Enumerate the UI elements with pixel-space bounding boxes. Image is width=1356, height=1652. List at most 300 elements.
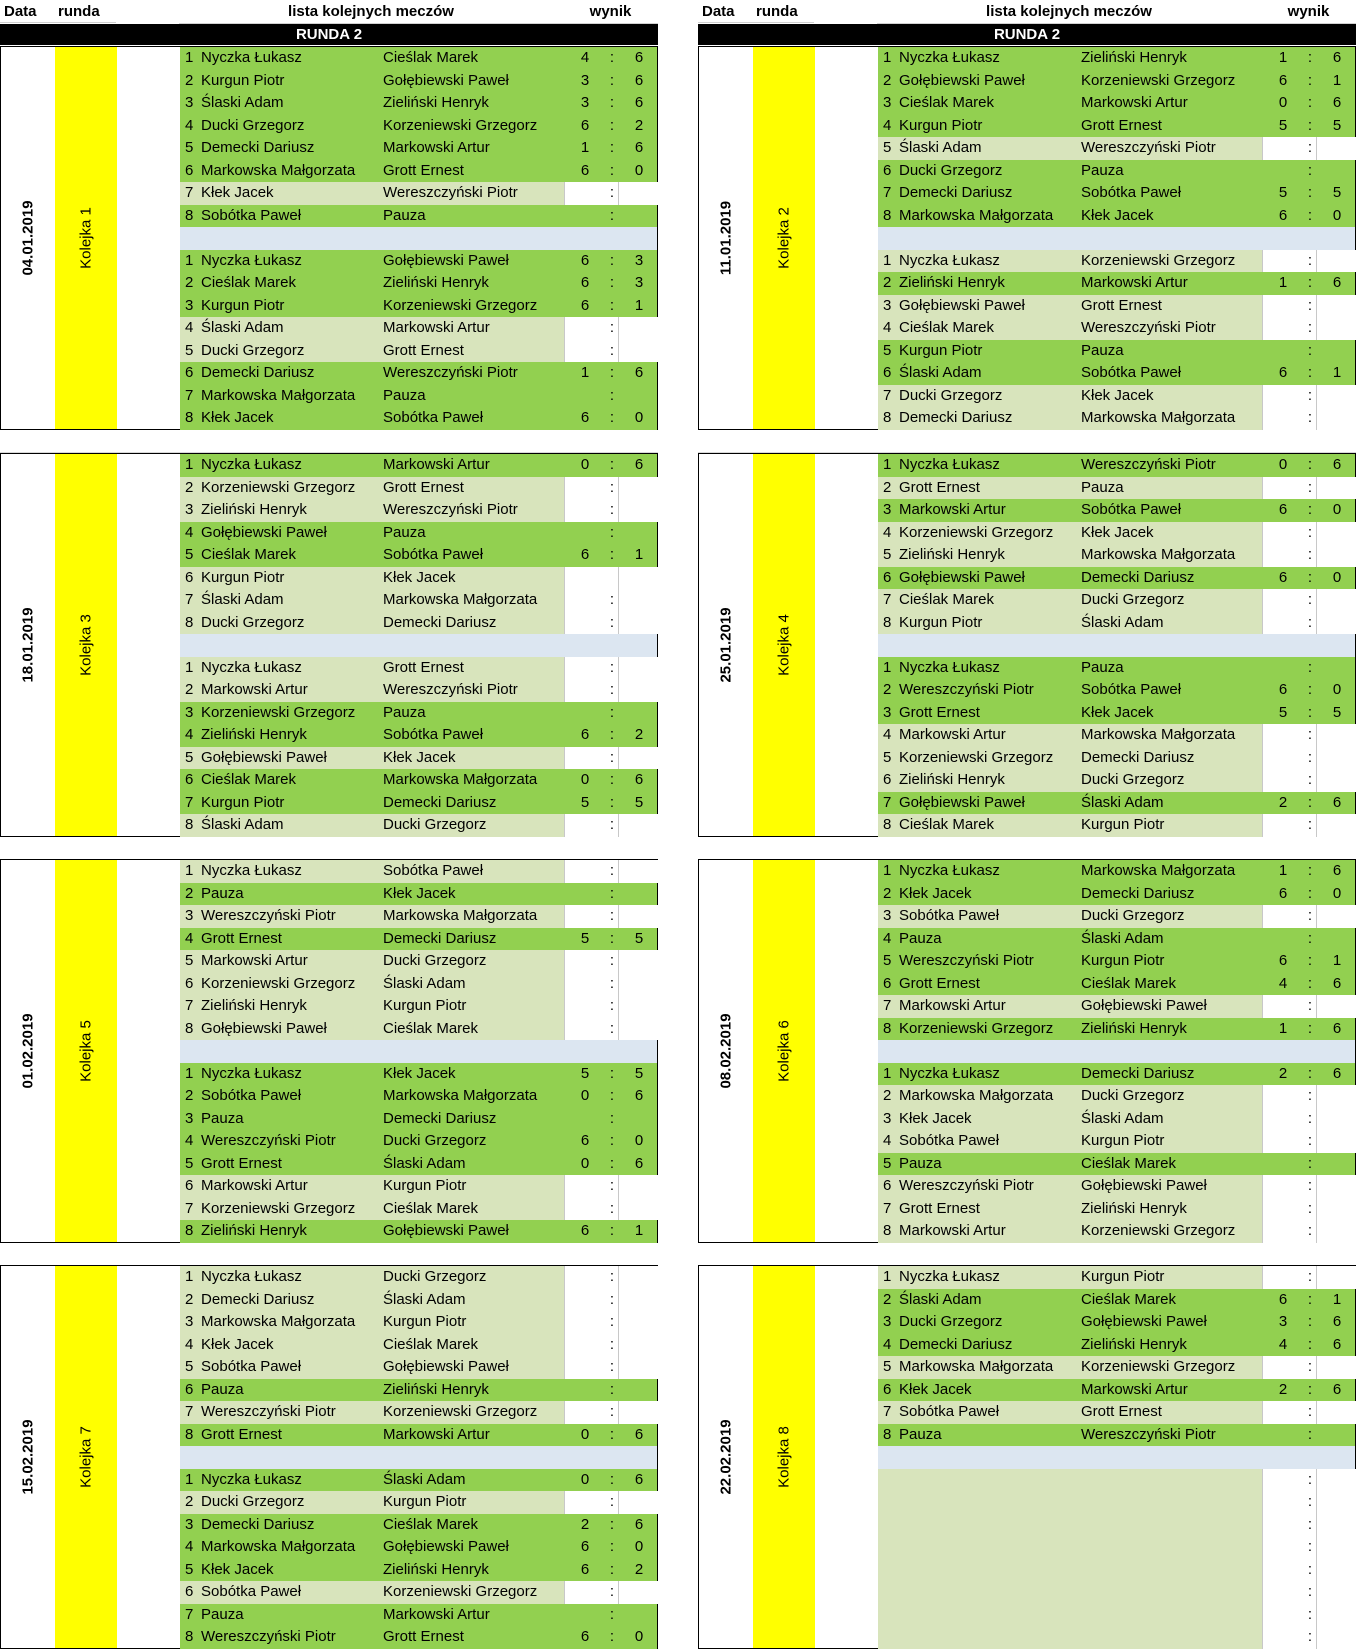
match-row	[878, 499, 1355, 522]
player-away: Kłek Jacek	[1081, 206, 1154, 224]
matchday-block	[0, 453, 658, 837]
score-cell-bg	[618, 950, 658, 973]
match-number: 2	[185, 1290, 194, 1308]
match-row	[180, 544, 657, 567]
match-row	[878, 1581, 1355, 1604]
player-away: Cieślak Marek	[1081, 974, 1177, 992]
score-cell-bg	[1316, 385, 1356, 408]
score-home: 3	[580, 94, 590, 111]
player-home: Pauza	[899, 1154, 942, 1172]
player-home: Wereszczyński Piotr	[201, 1628, 336, 1645]
score-away: 6	[1332, 1064, 1342, 1082]
score-colon: :	[609, 613, 615, 631]
score-colon: :	[1307, 1358, 1313, 1375]
player-away: Zieliński Henryk	[1081, 1019, 1187, 1037]
match-row	[878, 477, 1355, 500]
player-home: Cieślak Marek	[201, 546, 297, 563]
block-gap-row	[0, 430, 658, 453]
match-number: 5	[185, 341, 194, 359]
player-home: Zieliński Henryk	[201, 1222, 307, 1239]
match-row	[180, 1266, 657, 1289]
player-away: Korzeniewski Grzegorz	[383, 296, 538, 314]
player-away: Kłek Jacek	[383, 568, 456, 586]
match-number: 8	[883, 409, 892, 426]
player-away: Zieliński Henryk	[383, 1560, 489, 1578]
date-column	[1, 860, 55, 1242]
player-away: Gołębiewski Paweł	[383, 251, 509, 269]
score-colon: :	[1307, 523, 1313, 541]
match-number: 5	[185, 1154, 194, 1172]
player-home: Markowska Małgorzata	[201, 161, 356, 179]
player-away: Demecki Dariusz	[383, 613, 497, 631]
score-colon: :	[609, 206, 615, 224]
player-home: Korzeniewski Grzegorz	[899, 523, 1054, 541]
score-away: 5	[634, 929, 644, 947]
match-row	[180, 1491, 657, 1514]
match-number: 4	[883, 726, 892, 743]
match-row	[180, 1604, 657, 1627]
player-home: Nyczka Łukasz	[899, 456, 1000, 473]
match-number: 4	[185, 726, 194, 743]
match-number: 2	[185, 1493, 194, 1510]
player-away: Wereszczyński Piotr	[383, 681, 518, 698]
match-number: 3	[185, 1109, 194, 1127]
player-away: Markowski Artur	[1081, 274, 1188, 291]
score-colon: :	[1307, 1268, 1313, 1285]
match-row	[180, 973, 657, 996]
score-home: 2	[1278, 1380, 1288, 1398]
player-away: Pauza	[383, 703, 426, 721]
match-number: 8	[185, 1019, 194, 1037]
player-home: Wereszczyński Piotr	[899, 681, 1034, 698]
match-row	[180, 769, 657, 792]
player-home: Zieliński Henryk	[201, 501, 307, 518]
player-home: Ślaski Adam	[201, 319, 284, 336]
match-number: 4	[185, 523, 194, 541]
score-home: 1	[1278, 49, 1288, 66]
score-away: 6	[634, 71, 644, 89]
match-number: 8	[185, 206, 194, 224]
score-home: 4	[580, 49, 590, 66]
match-row	[878, 1334, 1355, 1357]
score-away: 6	[634, 1087, 644, 1104]
score-colon: :	[1307, 251, 1313, 269]
match-number: 4	[185, 1132, 194, 1149]
score-cell-bg	[618, 1018, 658, 1041]
match-row	[180, 1153, 657, 1176]
score-cell-bg	[618, 747, 658, 770]
score-colon: :	[609, 116, 615, 134]
match-row	[878, 1289, 1355, 1312]
player-away: Ducki Grzegorz	[383, 816, 487, 833]
score-colon: :	[609, 1358, 615, 1375]
score-away: 5	[1332, 703, 1342, 721]
player-away: Markowski Artur	[383, 139, 490, 156]
player-home: Wereszczyński Piotr	[899, 1177, 1034, 1194]
match-number: 4	[883, 523, 892, 541]
player-away: Grott Ernest	[383, 658, 464, 676]
match-number: 5	[185, 1560, 194, 1578]
match-row	[878, 1175, 1355, 1198]
player-home: Cieślak Marek	[899, 591, 995, 608]
player-home: Ducki Grzegorz	[201, 613, 305, 631]
block-gap-row	[698, 1243, 1356, 1266]
score-colon: :	[1307, 1403, 1313, 1420]
player-away: Markowska Małgorzata	[1081, 726, 1236, 743]
match-row	[878, 522, 1355, 545]
match-number: 6	[185, 1177, 194, 1194]
score-home: 5	[1278, 116, 1288, 134]
player-away: Ducki Grzegorz	[1081, 771, 1185, 788]
player-away: Kłek Jacek	[383, 748, 456, 766]
player-away: Zieliński Henryk	[1081, 49, 1187, 66]
matchday-block	[0, 859, 658, 1243]
match-row	[878, 1536, 1355, 1559]
score-colon: :	[609, 1605, 615, 1623]
player-away: Kurgun Piotr	[1081, 1132, 1165, 1149]
player-away: Sobótka Paweł	[1081, 501, 1182, 518]
score-away: 6	[1332, 793, 1342, 811]
match-row	[878, 250, 1355, 273]
player-home: Wereszczyński Piotr	[201, 1403, 336, 1420]
match-number: 1	[185, 1268, 194, 1285]
player-away: Wereszczyński Piotr	[1081, 319, 1216, 336]
player-away: Gołębiewski Paweł	[383, 1222, 509, 1239]
match-number: 2	[185, 681, 194, 698]
player-home: Cieślak Marek	[201, 771, 297, 788]
match-number: 7	[185, 793, 194, 811]
score-home: 6	[580, 296, 590, 314]
score-away: 6	[634, 49, 644, 66]
match-number: 4	[185, 319, 194, 336]
player-away: Ślaski Adam	[383, 1154, 466, 1172]
score-colon: :	[1307, 139, 1313, 156]
match-row	[878, 272, 1355, 295]
score-away: 6	[1332, 1019, 1342, 1037]
score-colon: :	[609, 1335, 615, 1353]
match-number: 8	[185, 1222, 194, 1239]
score-cell-bg	[1316, 769, 1356, 792]
score-colon: :	[1307, 319, 1313, 336]
matchday-date: 18.01.2019	[19, 607, 37, 683]
match-row	[878, 1220, 1355, 1243]
session-separator	[180, 1446, 657, 1469]
score-colon: :	[609, 94, 615, 111]
player-away: Markowska Małgorzata	[1081, 546, 1236, 563]
player-home: Wereszczyński Piotr	[899, 952, 1034, 969]
score-colon: :	[609, 771, 615, 788]
match-row	[180, 250, 657, 273]
player-home: Ślaski Adam	[201, 816, 284, 833]
player-away: Ślaski Adam	[1081, 793, 1164, 811]
score-cell-bg	[618, 1175, 658, 1198]
match-row	[878, 317, 1355, 340]
match-number: 5	[185, 139, 194, 156]
score-home: 6	[580, 1222, 590, 1239]
score-colon: :	[609, 296, 615, 314]
match-row	[878, 702, 1355, 725]
match-row	[878, 950, 1355, 973]
score-home: 6	[580, 1560, 590, 1578]
score-away: 5	[1332, 184, 1342, 201]
player-away: Korzeniewski Grzegorz	[1081, 1358, 1236, 1375]
score-away: 2	[634, 726, 644, 743]
score-away: 0	[1332, 206, 1342, 224]
matchday-block	[0, 46, 658, 430]
score-cell-bg	[1316, 995, 1356, 1018]
match-number: 3	[185, 907, 194, 924]
player-away: Ślaski Adam	[1081, 1109, 1164, 1127]
match-number: 3	[883, 94, 892, 111]
score-cell-bg	[618, 1581, 658, 1604]
player-away: Kurgun Piotr	[1081, 816, 1165, 833]
player-home: Sobótka Paweł	[201, 206, 302, 224]
match-number: 7	[883, 386, 892, 404]
score-cell-bg	[1316, 1175, 1356, 1198]
player-home: Kurgun Piotr	[201, 71, 285, 89]
score-colon: :	[609, 1064, 615, 1082]
score-colon: :	[1307, 274, 1313, 291]
match-number: 7	[185, 591, 194, 608]
player-away: Grott Ernest	[1081, 1403, 1162, 1420]
score-home: 6	[580, 116, 590, 134]
score-cell-bg	[1316, 407, 1356, 430]
score-colon: :	[609, 884, 615, 902]
player-home: Nyczka Łukasz	[201, 456, 302, 473]
match-row	[180, 792, 657, 815]
score-colon: :	[1307, 184, 1313, 201]
match-number: 3	[883, 1313, 892, 1330]
score-cell-bg	[618, 679, 658, 702]
player-away: Ducki Grzegorz	[383, 1268, 487, 1285]
match-row	[878, 454, 1355, 477]
player-away: Ducki Grzegorz	[1081, 591, 1185, 608]
match-number: 5	[883, 748, 892, 766]
match-number: 7	[883, 793, 892, 811]
score-colon: :	[1307, 364, 1313, 381]
matchday-label: Kolejka 6	[775, 1020, 793, 1082]
score-home: 6	[1278, 206, 1288, 224]
score-colon: :	[609, 1628, 615, 1645]
match-row	[878, 340, 1355, 363]
player-home: Gołębiewski Paweł	[201, 748, 327, 766]
player-home: Kłek Jacek	[899, 884, 972, 902]
score-colon: :	[609, 274, 615, 291]
score-colon: :	[1307, 658, 1313, 676]
player-away: Kłek Jacek	[1081, 386, 1154, 404]
score-cell-bg	[618, 1266, 658, 1289]
match-row	[180, 182, 657, 205]
score-cell-bg	[618, 973, 658, 996]
score-home: 6	[580, 726, 590, 743]
matchday-date: 25.01.2019	[717, 607, 735, 683]
match-number: 6	[185, 568, 194, 586]
session-separator	[180, 634, 657, 657]
match-row	[180, 522, 657, 545]
score-colon: :	[1307, 1109, 1313, 1127]
match-number: 2	[185, 884, 194, 902]
match-row	[180, 1626, 657, 1649]
player-away: Demecki Dariusz	[1081, 884, 1195, 902]
score-cell-bg	[1316, 1469, 1356, 1492]
score-colon: :	[609, 319, 615, 336]
match-row	[878, 747, 1355, 770]
score-colon: :	[609, 161, 615, 179]
player-away: Grott Ernest	[383, 341, 464, 359]
score-away: 0	[634, 409, 644, 426]
score-colon: :	[609, 1109, 615, 1127]
match-number: 3	[883, 296, 892, 314]
player-away: Markowska Małgorzata	[383, 591, 538, 608]
match-row	[180, 1085, 657, 1108]
player-home: Demecki Dariusz	[201, 139, 315, 156]
match-row	[180, 747, 657, 770]
score-cell-bg	[564, 567, 619, 590]
match-row	[180, 567, 657, 590]
score-colon: :	[609, 501, 615, 518]
player-home: Ducki Grzegorz	[899, 161, 1003, 179]
match-row	[878, 92, 1355, 115]
header-data: Data	[0, 0, 54, 23]
player-away: Sobótka Paweł	[383, 726, 484, 743]
match-number: 6	[185, 771, 194, 788]
score-colon: :	[1307, 1470, 1313, 1488]
match-number: 6	[883, 568, 892, 586]
score-colon: :	[609, 952, 615, 969]
matchday-date: 08.02.2019	[717, 1013, 735, 1089]
score-away: 6	[634, 1425, 644, 1443]
session-separator	[878, 227, 1355, 250]
header-result: wynik	[1261, 0, 1356, 24]
player-away: Kurgun Piotr	[1081, 952, 1165, 969]
score-away: 6	[634, 1154, 644, 1172]
match-row	[180, 115, 657, 138]
match-row	[180, 589, 657, 612]
score-colon: :	[1307, 296, 1313, 314]
player-away: Grott Ernest	[1081, 116, 1162, 134]
score-colon: :	[609, 1154, 615, 1172]
score-colon: :	[609, 1538, 615, 1555]
player-away: Ślaski Adam	[383, 1290, 466, 1308]
header-match-list: lista kolejnych meczów	[877, 0, 1261, 24]
player-home: Korzeniewski Grzegorz	[201, 703, 356, 721]
score-colon: :	[609, 341, 615, 359]
score-colon: :	[609, 523, 615, 541]
player-home: Markowski Artur	[899, 997, 1006, 1014]
score-away: 5	[634, 1064, 644, 1082]
match-number: 5	[185, 1358, 194, 1375]
player-away: Ducki Grzegorz	[383, 952, 487, 969]
player-away: Markowska Małgorzata	[1081, 862, 1236, 879]
match-row	[878, 544, 1355, 567]
score-home: 6	[1278, 71, 1288, 89]
match-number: 6	[185, 1583, 194, 1600]
score-colon: :	[609, 1087, 615, 1104]
session-separator	[878, 634, 1355, 657]
score-away: 0	[634, 161, 644, 179]
score-cell-bg	[1316, 1220, 1356, 1243]
matchday-date: 11.01.2019	[717, 200, 735, 276]
score-home: 5	[1278, 184, 1288, 201]
match-number: 1	[185, 658, 194, 676]
score-home: 6	[580, 1132, 590, 1149]
header-data: Data	[698, 0, 752, 23]
match-number: 7	[185, 386, 194, 404]
player-away: Cieślak Marek	[383, 1515, 479, 1533]
player-away: Gołębiewski Paweł	[1081, 1313, 1207, 1330]
score-cell-bg	[618, 1198, 658, 1221]
score-home: 6	[1278, 1290, 1288, 1308]
player-home: Gołębiewski Paweł	[899, 296, 1025, 314]
matchday-label: Kolejka 2	[775, 207, 793, 269]
match-number: 5	[883, 952, 892, 969]
score-colon: :	[1307, 1335, 1313, 1353]
match-row	[180, 1175, 657, 1198]
score-colon: :	[609, 1425, 615, 1443]
player-home: Markowska Małgorzata	[899, 1358, 1054, 1375]
match-row	[878, 883, 1355, 906]
player-away: Grott Ernest	[383, 478, 464, 496]
match-number: 1	[185, 1470, 194, 1488]
match-row	[180, 1018, 657, 1041]
player-away: Grott Ernest	[1081, 296, 1162, 314]
match-row	[180, 70, 657, 93]
player-home: Sobótka Paweł	[899, 1403, 1000, 1420]
matchday-label: Kolejka 8	[775, 1426, 793, 1488]
score-colon: :	[609, 591, 615, 608]
match-row	[878, 1356, 1355, 1379]
match-number: 7	[185, 1199, 194, 1217]
score-cell-bg	[618, 589, 658, 612]
match-number: 2	[883, 274, 892, 291]
player-away: Wereszczyński Piotr	[383, 364, 518, 381]
player-home: Nyczka Łukasz	[899, 1268, 1000, 1285]
score-home: 3	[580, 71, 590, 89]
match-row	[878, 1469, 1355, 1492]
score-home: 0	[1278, 456, 1288, 473]
score-colon: :	[1307, 161, 1313, 179]
player-home: Wereszczyński Piotr	[201, 907, 336, 924]
match-number: 7	[883, 1199, 892, 1217]
match-number: 7	[883, 1403, 892, 1420]
match-row	[180, 272, 657, 295]
score-colon: :	[1307, 613, 1313, 631]
player-away: Kurgun Piotr	[383, 1177, 467, 1194]
matchday-date: 01.02.2019	[19, 1013, 37, 1089]
score-colon: :	[1307, 1515, 1313, 1533]
player-away: Demecki Dariusz	[383, 1109, 497, 1127]
player-home: Nyczka Łukasz	[899, 49, 1000, 66]
score-home: 5	[580, 793, 590, 811]
player-away: Ślaski Adam	[383, 1470, 466, 1488]
score-home: 1	[1278, 862, 1288, 879]
match-row	[180, 1401, 657, 1424]
match-number: 1	[185, 49, 194, 66]
match-row	[180, 1063, 657, 1086]
session-separator	[878, 1040, 1355, 1063]
score-away: 6	[1332, 1313, 1342, 1330]
match-number: 1	[883, 49, 892, 66]
player-away: Zieliński Henryk	[383, 94, 489, 111]
score-colon: :	[1307, 116, 1313, 134]
round-title-bar: RUNDA 2	[698, 24, 1356, 45]
match-number: 1	[883, 1268, 892, 1285]
score-home: 0	[1278, 94, 1288, 111]
score-colon: :	[1307, 386, 1313, 404]
score-colon: :	[1307, 1425, 1313, 1443]
score-colon: :	[609, 184, 615, 201]
score-colon: :	[1307, 1087, 1313, 1104]
